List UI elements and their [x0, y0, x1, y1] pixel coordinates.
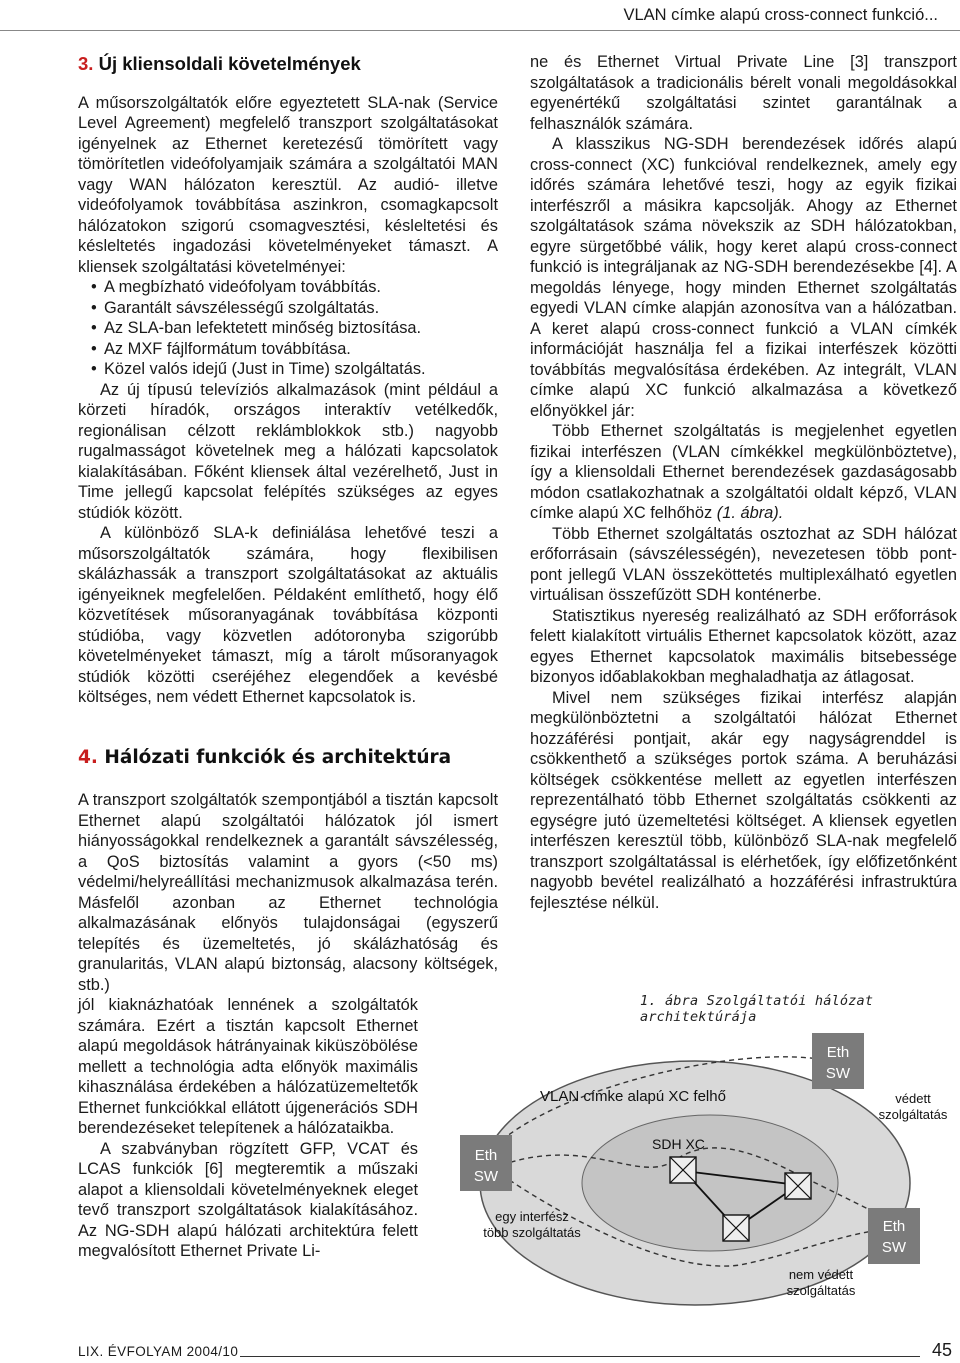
- right-paragraph-4: Több Ethernet szolgáltatás osztozhat az SDH hálózat erőforrásain (sávszélességén), nevezetesen több pont-pont jellegű VLAN összeköttetés multiplexálható egyetlen virtuálisan összefűzött SDH konténerbe.: [530, 524, 957, 604]
- section-4-title: [78, 748, 498, 769]
- sdh-xc-label: SDH XC: [652, 1136, 705, 1152]
- section-4-paragraph-2: A szabványban rögzített GFP, VCAT és LCAS funkciók [6] megteremtik a műszaki alapot a kliensoldali követelményeknek eleget tevő transzport szolgáltatások kialakításához. Az NG-SDH alapú hálózati architektúra felett megvalósított Ethernet Private Li-: [78, 1139, 418, 1260]
- label-protected-service: szolgáltatás: [878, 1107, 948, 1122]
- label-unprotected: nem védett: [788, 1267, 854, 1282]
- eth-switch-top-line1: Eth: [826, 1044, 850, 1061]
- list-item: • Az MXF fájlformátum továbbítása.: [104, 339, 498, 360]
- left-column: [78, 54, 498, 1262]
- list-item: • Közel valós idejű (Just in Time) szolgáltatás.: [104, 359, 498, 380]
- list-item: • Az SLA-ban lefektetett minőség biztosítása.: [104, 318, 498, 339]
- network-architecture-figure: [440, 1015, 960, 1335]
- cloud-label: VLAN címke alapú XC felhő: [540, 1088, 726, 1105]
- right-paragraph-6: Mivel nem szükséges fizikai interfész alapján megkülönböztetni a szolgáltatói hálózat Ethernet hozzáférési pontjait, akár egy nagyságrenddel is csökkenthető a szükséges portok száma. A beruházási költségek csökkentése mellett az egyetlen interfészen reprezentálható több Ethernet szolgáltatás csökkenti az egységre jutó üzemeltetési költséget. A kliensek egyetlen interfészen keresztül több, különböző SLA-nak megfelelő transzport szolgáltatással is elérhetőek, így előfizetőnként nagyobb bevétel realizálható a hozzáférési infrastruktúra fejlesztése nélkül.: [530, 688, 957, 912]
- section-3-paragraph-2: Az új típusú televíziós alkalmazások (mint például a körzeti híradók, országos interaktív vetélkedők, regionálisan célzott reklámblokkok stb.) nagyobb rugalmasságot követelnek meg a hálózati kapcsolatok kialakításában. Főként kliensek által vezérelhető, Just in Time jellegű kapcsolat felépítés szükséges az egyes stúdiók között.: [78, 380, 498, 522]
- right-paragraph-5: Statisztikus nyereség realizálható az SDH erőforrások felett kialakított virtuális Ethernet kapcsolatok között, azaz egyes Ethernet kapcsolatok maximális bitsebessége bizonyos időablakokban meghaladhatja az átlagosat.: [530, 606, 957, 686]
- right-column: [530, 52, 957, 913]
- eth-switch-bottom-line1: Eth: [882, 1218, 906, 1235]
- eth-switch-bottom: [868, 1208, 920, 1264]
- label-multiple-services: több szolgáltatás: [483, 1225, 581, 1240]
- section-4-paragraph-1: A transzport szolgáltatók szempontjából a tisztán kapcsolt Ethernet alapú szolgáltatói hálózatok jól ismert hiányosságokkal rendelkeznek a garantált sávszélesség, a QoS biztosítás valamint a gyors (<50 ms) védelmi/helyreállítási mechanizmusok alkalmazása terén. Másfelől azonban az Ethernet technológia alkalmazásának előnyös tulajdonságai (egyszerű telepítés és üzemeltetés, jó skálázhatóság és granularitás, VLAN alapú biztonság, alacsony költségek, stb.): [78, 791, 498, 994]
- journal-issue: LIX. ÉVFOLYAM 2004/10: [78, 1344, 239, 1359]
- right-paragraph-3-text: Több Ethernet szolgáltatás is megjelenhet egyetlen fizikai interfészen (VLAN címkékkel megkülönböztetve), így a kliensoldali Ethernet berendezések gazdaságosabb módon csatlakozhatnak a szolgáltatói oldalt képző, VLAN címke alapú XC felhőhöz: [530, 422, 957, 522]
- section-4-number: 4.: [78, 746, 98, 768]
- label-unprotected-service: szolgáltatás: [786, 1283, 856, 1298]
- list-item: • A megbízható videófolyam továbbítás.: [104, 277, 498, 298]
- eth-switch-left: [460, 1135, 512, 1191]
- xc-node: [785, 1173, 811, 1199]
- xc-node: [670, 1157, 696, 1183]
- eth-switch-left-line1: Eth: [474, 1147, 498, 1164]
- xc-node: [723, 1215, 749, 1241]
- header-rule: [0, 30, 960, 31]
- eth-switch-bottom-line2: SW: [881, 1239, 907, 1256]
- label-protected: védett: [895, 1091, 931, 1106]
- section-4-paragraph-1-cont: jól kiaknázhatóak lennének a szolgáltatók számára. Ezért a tisztán kapcsolt Ethernet alapú megoldások hátrányainak kiküszöbölése mellett a technológia adta előnyök maximális kihasználása érdekében a hálózatüzemeltetők Ethernet funkciókkal ellátott újgenerációs SDH berendezéseket telepítenek a hálózataikba.: [78, 996, 418, 1137]
- eth-switch-top-line2: SW: [825, 1065, 851, 1082]
- label-single-interface: egy interfész: [495, 1209, 569, 1224]
- requirements-list: [78, 277, 498, 380]
- footer-rule: [240, 1356, 920, 1357]
- page-number: 45: [931, 1340, 952, 1360]
- section-3-title-text: Új kliensoldali követelmények: [98, 53, 361, 74]
- right-paragraph-1: ne és Ethernet Virtual Private Line [3] transzport szolgáltatások a tradicionális bérelt vonali megoldásokkal egyenértékű szolgáltatási szintet garantálnak a felhasználók számára.: [530, 53, 957, 133]
- figure-reference: (1. ábra).: [716, 504, 784, 522]
- section-3-paragraph-1: A műsorszolgáltatók előre egyeztetett SLA-nak (Service Level Agreement) megfelelő transzport szolgáltatásokat igényelnek az Ethernet keretezésű tömörített vagy tömörítetlen videófolyamjaik számára a szolgáltatói MAN vagy WAN hálózaton keresztül. Az audió- illetve videófolyamok továbbítása aszinkron, csomagkapcsolt hálózatokon szigorú csomagvesztési, késleltetési és késleltetés ingadozási követelményeket támaszt. A kliensek szolgáltatási követelményei:: [78, 93, 498, 276]
- section-4-title-text: Hálózati funkciók és architektúra: [104, 746, 452, 768]
- section-3-number: 3.: [78, 53, 94, 74]
- eth-switch-left-line2: SW: [473, 1168, 499, 1185]
- running-head: VLAN címke alapú cross-connect funkció...: [623, 6, 938, 24]
- eth-switch-top: [812, 1033, 864, 1089]
- right-paragraph-3: [530, 421, 957, 524]
- figure-caption: 1. ábra Szolgáltatói hálózat architektúrája: [640, 993, 874, 1025]
- list-item: • Garantált sávszélességű szolgáltatás.: [104, 298, 498, 319]
- right-paragraph-2: A klasszikus NG-SDH berendezések időrés alapú cross-connect (XC) funkcióval rendelkeznek, amely egy időrés számára lehetővé teszi, hogy az egyik fizikai interfészről a másikra kapcsolják. Ahogy az Ethernet szolgáltatások száma növekszik az SDH hálózatokban, egyre sürgetőbbé válik, hogy keret alapú cross-connect funkció is integráljanak az NG-SDH berendezésekbe [4]. A megoldás lényege, hogy minden Ethernet szolgáltatás egyedi VLAN címke alapján azonosítva van a hálózatban. A keret alapú cross-connect funkció a VLAN címkék információját használja fel a fizikai interfészek közötti továbbítás megvalósítása érdekében. Az integrált, VLAN címke alapú XC funkció alkalmazása a következő előnyökkel jár:: [530, 135, 957, 420]
- section-3-title: [78, 54, 498, 75]
- section-3-paragraph-3: A különböző SLA-k definiálása lehetővé teszi a műsorszolgáltatók számára, hogy flexibilisen skálázhassák a transzport szolgáltatásokat az aktuális igényeiknek megfelelően. Példaként említhető, hogy élő közvetítések műsoranyagának továbbítása központi stúdióba, vagy közvetlen adótoronyba szigorúbb követelményeket támaszt, míg a tárolt műsoranyagok stúdiók közötti cseréjéhez elegendőek a kevésbé költséges, nem védett Ethernet kapcsolatok is.: [78, 524, 498, 706]
